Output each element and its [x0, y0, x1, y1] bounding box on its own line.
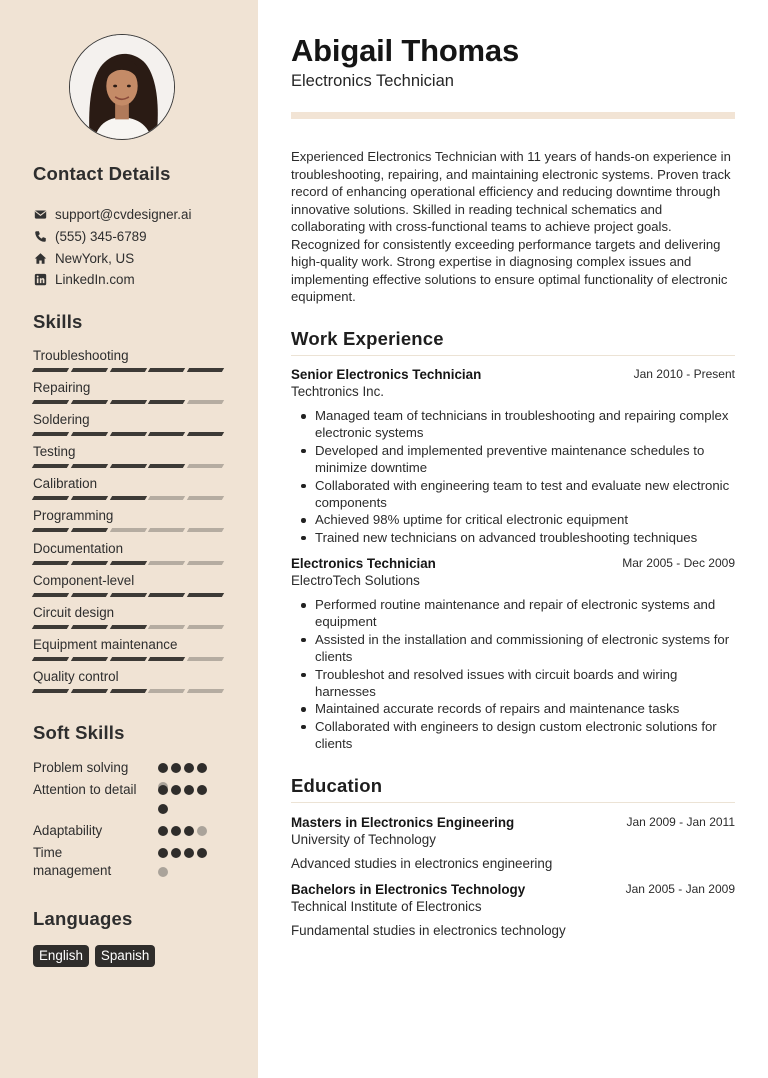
skill-item — [33, 668, 223, 700]
soft-skill-dot — [184, 785, 194, 795]
job-bullet: Collaborated with engineers to design custom electronic solutions for clients — [291, 718, 735, 753]
soft-skills-heading: Soft Skills — [33, 722, 125, 743]
skill-rating-segment — [148, 593, 185, 597]
job-date: Jan 2010 - Present — [633, 367, 735, 381]
soft-skill-name: Time management — [33, 845, 112, 878]
skill-rating-segment — [148, 689, 185, 693]
job-bullet: Collaborated with engineering team to test and evaluate new electronic components — [291, 477, 735, 512]
contact-phone[interactable] — [33, 226, 191, 248]
soft-skill-dot — [197, 848, 207, 858]
soft-skill-dot — [158, 848, 168, 858]
education-heading: Education — [291, 775, 383, 796]
skill-rating-segment — [32, 400, 69, 404]
envelope-icon — [33, 208, 47, 222]
skills-heading: Skills — [33, 311, 83, 332]
profile-photo — [69, 34, 175, 140]
school-name: University of Technology — [291, 832, 436, 847]
job-bullet: Trained new technicians on advanced troubleshooting techniques — [291, 529, 735, 546]
skill-item — [33, 507, 223, 539]
job-title: Senior Electronics Technician — [291, 367, 482, 382]
contact-location — [33, 247, 191, 269]
soft-skill-dot — [171, 785, 181, 795]
soft-skill-dot — [171, 826, 181, 836]
skill-rating-segment — [32, 496, 69, 500]
soft-skill-dot — [197, 763, 207, 773]
skill-name: Troubleshooting — [33, 348, 129, 363]
skill-rating-segment — [148, 528, 185, 532]
soft-skill-dot — [158, 763, 168, 773]
contact-email-text: support@cvdesigner.ai — [55, 207, 192, 223]
skill-rating-segment — [109, 625, 146, 629]
languages-heading: Languages — [33, 908, 133, 929]
skill-name: Circuit design — [33, 604, 115, 620]
soft-skill-dot — [158, 867, 168, 877]
soft-skill-item — [33, 822, 223, 844]
school-name: Technical Institute of Electronics — [291, 899, 482, 914]
skill-rating-segment — [71, 593, 108, 597]
skill-rating-segment — [32, 528, 69, 532]
soft-skill-dot — [158, 804, 168, 814]
skill-rating-segment — [148, 561, 185, 565]
soft-skill-item — [33, 781, 223, 822]
skill-rating-bar — [33, 561, 223, 565]
skill-rating-segment — [148, 368, 185, 372]
job-bullet: Achieved 98% uptime for critical electronic equipment — [291, 511, 735, 528]
skill-rating-segment — [148, 400, 185, 404]
skill-item — [33, 379, 223, 411]
soft-skill-dot — [184, 763, 194, 773]
skill-item — [33, 411, 223, 443]
soft-skills-list — [33, 759, 223, 885]
skill-name: Soldering — [33, 412, 90, 428]
skill-rating-segment — [187, 593, 224, 597]
skill-rating-bar — [33, 625, 223, 629]
skill-rating-segment — [71, 657, 108, 661]
skill-rating-segment — [32, 689, 69, 693]
job-title: Electronics Technician — [291, 556, 436, 571]
job-company: Techtronics Inc. — [291, 384, 385, 399]
skill-name: Repairing — [33, 380, 91, 396]
skill-item — [33, 347, 223, 379]
skill-name: Component-level — [33, 572, 135, 588]
skill-item — [33, 540, 223, 572]
skill-name: Calibration — [33, 476, 98, 492]
soft-skill-rating — [158, 826, 218, 845]
language-badge: English — [33, 945, 89, 967]
skill-rating-segment — [32, 625, 69, 629]
skill-rating-segment — [32, 432, 69, 436]
skill-name: Documentation — [33, 540, 124, 556]
contact-email[interactable] — [33, 204, 191, 226]
skill-item — [33, 443, 223, 475]
skill-rating-segment — [148, 432, 185, 436]
skill-rating-segment — [71, 496, 108, 500]
skill-rating-segment — [32, 464, 69, 468]
section-divider — [291, 802, 735, 803]
skill-rating-segment — [148, 625, 185, 629]
skill-item — [33, 475, 223, 507]
soft-skill-name: Problem solving — [33, 760, 129, 775]
skill-rating-segment — [148, 496, 185, 500]
skill-rating-segment — [187, 496, 224, 500]
contact-linkedin-text: LinkedIn.com — [55, 272, 135, 288]
skill-item — [33, 636, 223, 668]
skill-name: Testing — [33, 444, 76, 460]
skill-rating-bar — [33, 593, 223, 597]
skill-rating-segment — [71, 561, 108, 565]
sidebar — [0, 0, 258, 1078]
soft-skill-rating — [158, 785, 218, 823]
skill-rating-segment — [32, 561, 69, 565]
skill-rating-segment — [187, 400, 224, 404]
soft-skill-dot — [184, 848, 194, 858]
skill-rating-segment — [109, 689, 146, 693]
soft-skill-dot — [158, 826, 168, 836]
job-bullets — [291, 596, 735, 753]
candidate-role: Electronics Technician — [291, 72, 454, 90]
education-date: Jan 2005 - Jan 2009 — [625, 882, 735, 896]
degree-title: Bachelors in Electronics Technology — [291, 882, 526, 897]
skill-rating-bar — [33, 400, 223, 404]
soft-skill-dot — [184, 826, 194, 836]
main-content — [258, 0, 768, 1078]
job-entry — [291, 366, 735, 546]
skill-rating-segment — [32, 368, 69, 372]
skill-rating-segment — [187, 528, 224, 532]
skill-rating-segment — [109, 528, 146, 532]
skill-rating-segment — [109, 400, 146, 404]
skill-rating-segment — [109, 368, 146, 372]
job-bullet: Performed routine maintenance and repair of electronic systems and equipment — [291, 596, 735, 631]
job-date: Mar 2005 - Dec 2009 — [622, 556, 735, 570]
soft-skill-dot — [171, 763, 181, 773]
linkedin-icon — [33, 273, 47, 287]
skill-rating-segment — [148, 657, 185, 661]
soft-skill-dot — [158, 785, 168, 795]
skill-rating-segment — [187, 432, 224, 436]
skill-name: Programming — [33, 508, 114, 524]
degree-title: Masters in Electronics Engineering — [291, 815, 515, 830]
skill-rating-segment — [109, 496, 146, 500]
skill-rating-segment — [71, 464, 108, 468]
education-description: Advanced studies in electronics engineering — [291, 856, 553, 871]
job-bullet: Assisted in the installation and commissioning of electronic systems for clients — [291, 631, 735, 666]
job-bullet: Troubleshot and resolved issues with circuit boards and wiring harnesses — [291, 666, 735, 701]
home-icon — [33, 251, 47, 265]
skill-rating-segment — [187, 368, 224, 372]
contact-location-text: NewYork, US — [55, 250, 135, 266]
job-bullets — [291, 407, 735, 546]
skill-rating-segment — [187, 561, 224, 565]
skill-rating-segment — [32, 657, 69, 661]
job-bullet: Managed team of technicians in troubleshooting and repairing complex electronic systems — [291, 407, 735, 442]
soft-skill-item — [33, 844, 223, 885]
skill-rating-segment — [109, 561, 146, 565]
soft-skill-dot — [197, 785, 207, 795]
skill-rating-segment — [32, 593, 69, 597]
contact-heading: Contact Details — [33, 163, 171, 184]
skill-rating-bar — [33, 657, 223, 661]
skill-rating-segment — [71, 689, 108, 693]
contact-list — [33, 204, 191, 291]
skill-rating-segment — [109, 657, 146, 661]
soft-skill-item — [33, 759, 223, 781]
phone-icon — [33, 230, 47, 244]
languages-list — [33, 945, 155, 967]
skill-rating-segment — [109, 593, 146, 597]
soft-skill-name: Attention to detail — [33, 782, 137, 797]
work-experience-heading: Work Experience — [291, 328, 444, 349]
skill-rating-segment — [109, 464, 146, 468]
contact-linkedin[interactable] — [33, 269, 191, 291]
skill-rating-segment — [71, 625, 108, 629]
skill-rating-segment — [187, 689, 224, 693]
skill-rating-segment — [148, 464, 185, 468]
language-badge: Spanish — [95, 945, 155, 967]
skill-rating-segment — [187, 625, 224, 629]
candidate-name: Abigail Thomas — [291, 33, 520, 68]
job-entry — [291, 555, 735, 753]
skill-rating-bar — [33, 496, 223, 500]
skill-rating-segment — [71, 400, 108, 404]
education-date: Jan 2009 - Jan 2011 — [626, 815, 735, 829]
education-description: Fundamental studies in electronics technology — [291, 923, 566, 938]
skill-rating-segment — [71, 528, 108, 532]
job-bullet: Developed and implemented preventive maintenance schedules to minimize downtime — [291, 442, 735, 477]
job-bullet: Maintained accurate records of repairs and maintenance tasks — [291, 700, 735, 717]
skill-name: Quality control — [33, 668, 119, 684]
skill-rating-segment — [71, 432, 108, 436]
skill-name: Equipment maintenance — [33, 636, 178, 652]
skill-rating-bar — [33, 528, 223, 532]
skill-rating-bar — [33, 368, 223, 372]
skills-list — [33, 347, 223, 700]
soft-skill-rating — [158, 848, 218, 886]
contact-phone-text: (555) 345-6789 — [55, 229, 147, 245]
accent-divider — [291, 112, 735, 119]
skill-rating-segment — [187, 464, 224, 468]
skill-rating-segment — [187, 657, 224, 661]
soft-skill-dot — [171, 848, 181, 858]
skill-rating-segment — [109, 432, 146, 436]
soft-skill-dot — [197, 826, 207, 836]
skill-rating-bar — [33, 689, 223, 693]
skill-rating-bar — [33, 432, 223, 436]
skill-item — [33, 604, 223, 636]
profile-summary: Experienced Electronics Technician with 11 years of hands-on experience in troubleshooting, repairing, and maintaining electronic systems. Proven track record of enhancing operational efficiency and reducing downtime through innovative solutions. Skilled in reading technical schematics and collaborating with cross-functional teams to achieve project goals. Recognized for consistently exceeding performance targets and delivering high-quality work. Strong expertise in diagnosing complex issues and implementing effective solutions to ensure optimal functionality of electronic equipment. — [291, 149, 731, 304]
section-divider — [291, 355, 735, 356]
education-entry — [291, 881, 735, 938]
job-company: ElectroTech Solutions — [291, 573, 420, 588]
skill-item — [33, 572, 223, 604]
skill-rating-segment — [71, 368, 108, 372]
soft-skill-name: Adaptability — [33, 823, 103, 838]
skill-rating-bar — [33, 464, 223, 468]
education-entry — [291, 814, 735, 871]
